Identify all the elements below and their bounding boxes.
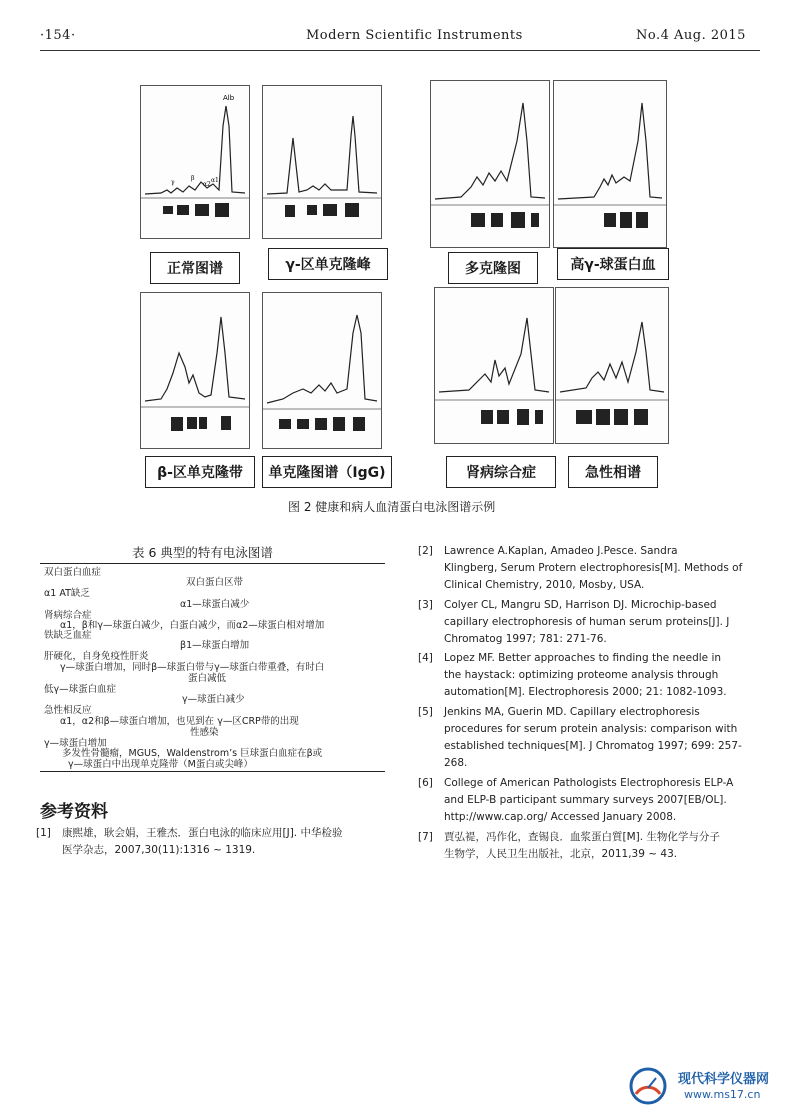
reference-item [418,829,763,869]
table-row: 双白蛋白区带 [186,577,244,588]
reference-line: 生物学，人民卫生出版社，北京，2011,39 ~ 43. [444,848,678,860]
reference-number: [4] [418,652,433,664]
reference-number: [3] [418,599,433,611]
reference-line: Klingberg, Serum Protern electrophoresis[M]. Methods of [444,562,743,574]
reference-line: http://www.cap.org/ Accessed January 2008. [444,811,677,823]
table-row: 双白蛋白血症 [44,567,102,578]
reference-item [418,597,763,652]
alpha1-label: α1 [211,177,219,184]
alb-label: Alb [223,94,235,102]
reference-line: 康熙雄，耿会娟，王雅杰．蛋白电泳的临床应用[J]. 中华检验 [62,827,343,839]
reference-item [418,543,763,598]
table-row: α1，α2和β—球蛋白增加，也见到在 γ—区CRP带的出现 [60,716,299,727]
table-row: 低γ—球蛋白血症 [44,684,117,695]
electropherogram-hypergamma [553,80,667,248]
reference-item [418,775,763,830]
page-number: ·154· [40,28,76,43]
reference-line: automation[M]. Electrophoresis 2000; 21: 1082-1093. [444,686,727,698]
electropherogram-polyclonal [430,80,550,248]
electropherogram-normal [140,85,250,239]
table-row: 性感染 [190,727,219,738]
panel-label-igg-monoclonal: 单克隆图谱（IgG) [262,456,392,488]
table-row: 急性相反应 [44,705,92,716]
reference-line: College of American Pathologists Electrophoresis ELP-A [444,777,734,789]
panel-label-nephrotic: 肾病综合症 [446,456,556,488]
reference-line: established techniques[M]. J Chromatog 1997; 699: 257- [444,740,742,752]
panel-label-acute-phase: 急性相谱 [568,456,658,488]
reference-line: Jenkins MA, Guerin MD. Capillary electrophoresis [444,706,700,718]
table-title: 表 6 典型的特有电泳图谱 [132,545,273,560]
panel-label-polyclonal: 多克隆图 [448,252,538,284]
table-bottom-rule [40,771,385,772]
electropherogram-beta-monoclonal [140,292,250,449]
table-row: α1 AT缺乏 [44,588,90,599]
table-row: γ—球蛋白减少 [182,694,245,705]
reference-number: [6] [418,777,433,789]
panel-label-hypergamma: 高γ-球蛋白血 [557,248,669,280]
reference-line: 268. [444,757,468,769]
table-row: γ—球蛋白增加 [44,738,107,749]
reference-item [418,650,763,705]
reference-line: Lawrence A.Kaplan, Amadeo J.Pesce. Sandra [444,545,678,557]
reference-line: and ELP-B participant summary surveys 2007[EB/OL]. [444,794,727,806]
reference-number: [1] [36,827,51,839]
table-row: 蛋白减低 [188,673,227,684]
table-row: γ—球蛋白增加，同时β—球蛋白带与γ—球蛋白带重叠，有时白 [60,662,325,673]
issue-info: No.4 Aug. 2015 [636,28,746,43]
reference-line: Clinical Chemistry, 2010, Mosby, USA. [444,579,645,591]
panel-label-gamma-monoclonal: γ-区单克隆峰 [268,248,388,280]
reference-number: [7] [418,831,433,843]
table-row: α1，β和γ—球蛋白减少，白蛋白减少，而α2—球蛋白相对增加 [60,620,325,631]
electropherogram-gamma-monoclonal [262,85,382,239]
references-heading: 参考资料 [40,802,108,822]
table-row: γ—球蛋白中出现单克隆带（M蛋白或尖峰） [68,759,253,770]
reference-number: [2] [418,545,433,557]
header-rule [40,50,760,51]
table-row: 肝硬化，自身免疫性肝炎 [44,651,149,662]
panel-label-normal: 正常图谱 [150,252,240,284]
table-row: 多发性骨髓瘤，MGUS，Waldenstrom’s 巨球蛋白血症在β或 [62,748,323,759]
watermark-logo [626,1062,796,1112]
watermark-name: 现代科学仪器网 [678,1072,770,1087]
reference-line: 賈弘褆，冯作化，查锡良．血浆蛋白質[M]. 生物化学与分子 [444,831,720,843]
gauge-icon [626,1064,670,1108]
table-row: β1—球蛋白增加 [180,640,250,651]
table-row: 肾病综合症 [44,610,92,621]
reference-item [418,704,763,776]
reference-item [36,825,386,865]
reference-line: Colyer CL, Mangru SD, Harrison DJ. Microchip-based [444,599,717,611]
electropherogram-igg-monoclonal [262,292,382,449]
reference-line: capillary electrophoresis of human serum proteins[J]. J [444,616,730,628]
alpha2-label: α2 [203,181,211,188]
journal-title: Modern Scientific Instruments [306,28,523,43]
table-row: α1—球蛋白减少 [180,599,250,610]
reference-line: Chromatog 1997; 781: 271-76. [444,633,607,645]
reference-line: Lopez MF. Better approaches to finding the needle in [444,652,722,664]
reference-line: the haystack: optimizing proteome analysis through [444,669,719,681]
reference-line: 医学杂志，2007,30(11):1316 ~ 1319. [62,844,256,856]
table-row: 铁缺乏血症 [44,630,92,641]
electropherogram-acute-phase [555,287,669,444]
beta-label: β [191,175,195,182]
reference-line: procedures for serum protein analysis: comparison with [444,723,738,735]
reference-number: [5] [418,706,433,718]
gamma-label: γ [171,179,175,186]
electropherogram-nephrotic [434,287,554,444]
figure-caption: 图 2 健康和病人血清蛋白电泳图谱示例 [288,500,496,514]
watermark-url: www.ms17.cn [684,1088,761,1101]
panel-label-beta-monoclonal: β-区单克隆带 [145,456,255,488]
